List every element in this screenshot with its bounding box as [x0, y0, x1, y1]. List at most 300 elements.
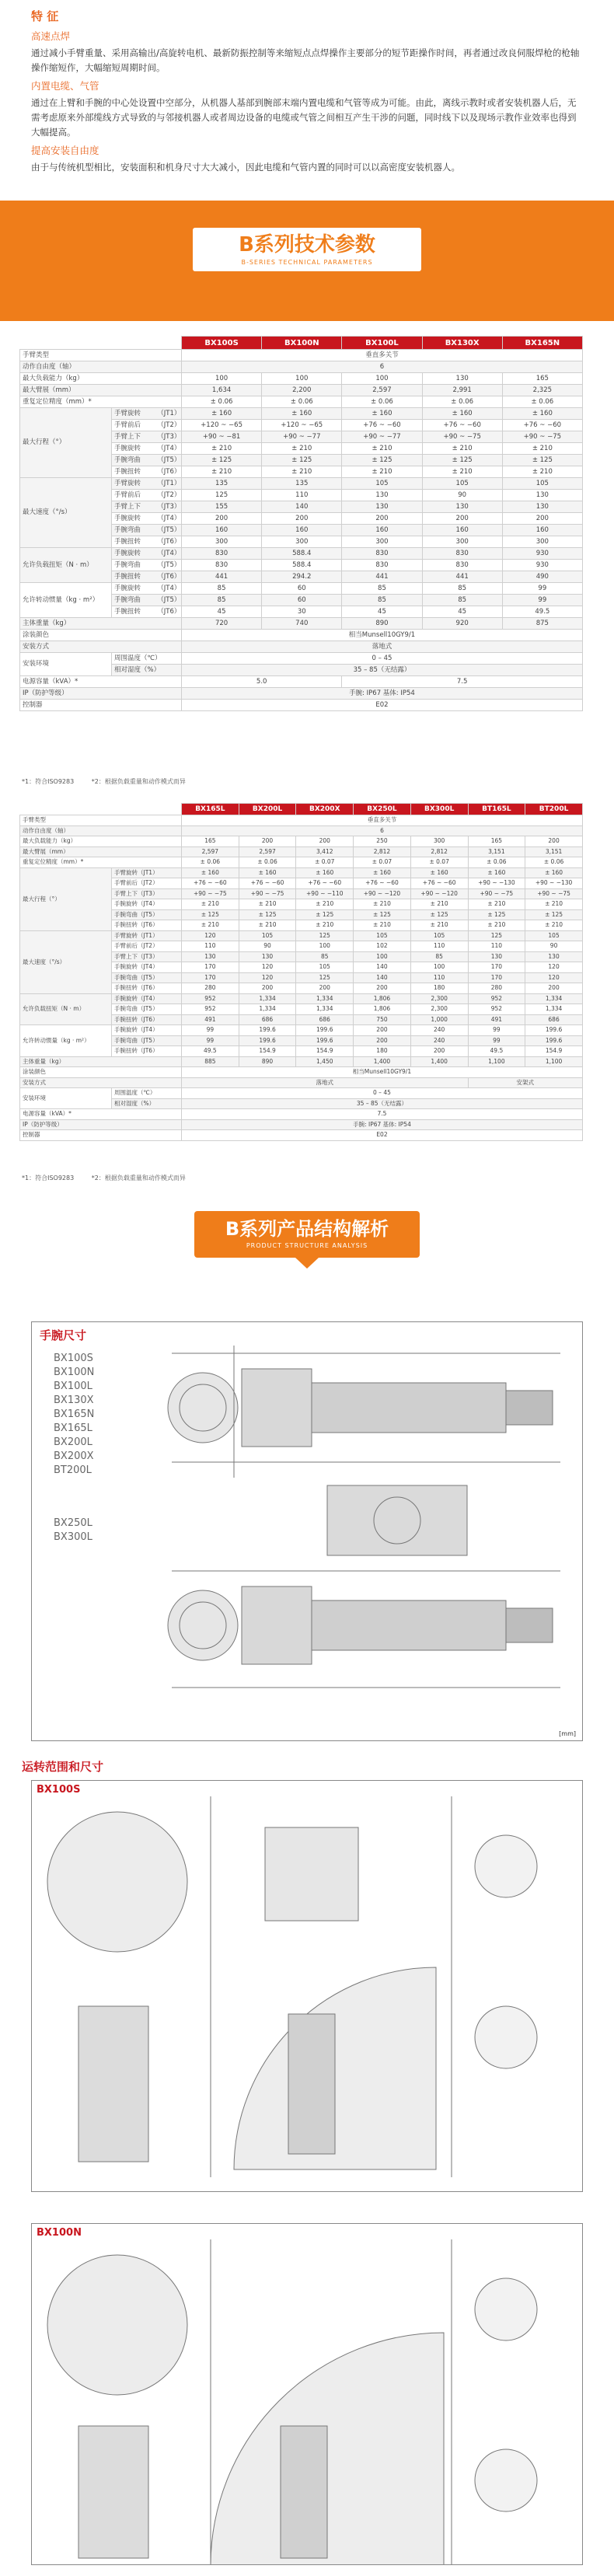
spec-value: 952 [182, 1004, 239, 1015]
row-group-label: 最大臂展（mm） [20, 846, 182, 857]
spec-value: 890 [239, 1056, 296, 1067]
spec-value: 952 [468, 1004, 525, 1015]
spec-value: 105 [342, 478, 422, 490]
spec-value: ± 125 [422, 455, 502, 466]
spec-value: E02 [182, 1130, 583, 1141]
spec-value: 200 [410, 1046, 468, 1057]
spec-value: ± 210 [239, 899, 296, 910]
spec-value: +76 ~ −60 [410, 878, 468, 889]
banner-title-box [193, 228, 421, 271]
row-group-label: 最大臂展（mm） [20, 385, 182, 396]
spec-value: ± 0.07 [410, 857, 468, 868]
spec-value: ± 210 [525, 899, 583, 910]
row-axis-label: 手臂旋转 （JT1） [112, 408, 182, 420]
spec-value: 199.6 [239, 1035, 296, 1046]
spec-value: 441 [342, 571, 422, 583]
row-group-label: 允许负载扭矩（N · m） [20, 548, 112, 583]
row-axis-label: 手腕扭转 （JT6） [112, 466, 182, 478]
spec-value: 154.9 [239, 1046, 296, 1057]
spec-value: 6 [182, 826, 583, 836]
spec-value: 130 [502, 501, 582, 513]
features-title: 特 征 [31, 9, 59, 23]
wrist-models-list-b: BX250L BX300L [54, 1517, 92, 1543]
feature-3-body: 由于与传统机型相比，安装面积和机身尺寸大大减小，因此电缆和气管内置的同时可以以高密度安装机器人。 [31, 162, 460, 173]
row-axis-label: 手腕弯曲 （JT5） [112, 455, 182, 466]
spec-value: 85 [296, 951, 354, 962]
spec-value: +90 ~ −75 [502, 431, 582, 443]
row-axis-label: 手腕旋转 （JT4） [112, 513, 182, 525]
spec-value: 160 [182, 525, 262, 536]
spec-value: 199.6 [525, 1035, 583, 1046]
spec-value: ± 160 [410, 867, 468, 878]
row-group-label: 涂装颜色 [20, 1067, 182, 1078]
spec-value: 170 [182, 972, 239, 983]
row-axis-label: 相对湿度（%） [112, 1098, 182, 1109]
row-axis-label: 手腕扭转（JT6） [112, 983, 182, 994]
spec-value: 120 [239, 962, 296, 973]
spec-value: ± 210 [502, 443, 582, 455]
row-axis-label: 手腕旋转 （JT4） [112, 583, 182, 595]
model-header: BX165N [502, 337, 582, 350]
spec-value: 140 [354, 962, 411, 973]
spec-value: 99 [468, 1035, 525, 1046]
spec-value: 1,000 [410, 1014, 468, 1025]
structure-title: B系列产品结构解析 [225, 1218, 389, 1240]
spec-value: 200 [262, 513, 342, 525]
spec-value: ± 125 [354, 909, 411, 920]
row-axis-label: 手腕扭转 （JT6） [112, 571, 182, 583]
banner-title: B系列技术参数 [239, 233, 375, 257]
model-header: BX100S [182, 337, 262, 350]
row-group-label: 安装环境 [20, 1088, 112, 1109]
row-axis-label: 手臂前后 （JT2） [112, 490, 182, 501]
spec-value: ± 160 [525, 867, 583, 878]
row-axis-label: 手腕旋转（JT4） [112, 1025, 182, 1036]
spec-value: 85 [182, 583, 262, 595]
spec-value: 875 [502, 618, 582, 630]
spec-value: 140 [354, 972, 411, 983]
row-axis-label: 手臂旋转 （JT1） [112, 478, 182, 490]
spec-value: 105 [296, 962, 354, 973]
spec-value: 垂直多关节 [182, 815, 583, 826]
spec-value: 35 – 85（无结露） [182, 665, 583, 676]
spec-value: +76 ~ −60 [354, 878, 411, 889]
spec-value: ± 160 [296, 867, 354, 878]
spec-value: 200 [354, 983, 411, 994]
spec-value: +90 ~ −110 [296, 888, 354, 899]
spec-value: 安架式 [468, 1077, 582, 1088]
spec-value: ± 125 [468, 909, 525, 920]
spec-value: 105 [354, 930, 411, 941]
spec-value: 100 [296, 941, 354, 952]
row-axis-label: 手臂前后（JT2） [112, 878, 182, 889]
row-axis-label: 手臂上下（JT3） [112, 888, 182, 899]
row-axis-label: 手腕弯曲（JT5） [112, 1004, 182, 1015]
row-group-label: 最大负载能力（kg） [20, 373, 182, 385]
spec-value: 1,100 [468, 1056, 525, 1067]
spec-value: 165 [502, 373, 582, 385]
spec-value: 250 [354, 836, 411, 847]
spec-value: 199.6 [239, 1025, 296, 1036]
spec-value: 130 [422, 501, 502, 513]
spec-value: 199.6 [296, 1035, 354, 1046]
spec-value: 588.4 [262, 560, 342, 571]
spec-value: ± 210 [354, 899, 411, 910]
spec-value: 85 [410, 951, 468, 962]
spec-value: 750 [354, 1014, 411, 1025]
spec-value: ± 0.07 [296, 857, 354, 868]
feature-1-heading: 高速点焊 [31, 30, 71, 42]
spec-value: ± 125 [410, 909, 468, 920]
spec-value: ± 210 [410, 920, 468, 931]
spec-value: +76 ~ −60 [182, 878, 239, 889]
spec-value: +76 ~ −60 [239, 878, 296, 889]
spec-value: 49.5 [182, 1046, 239, 1057]
structure-section-header [194, 1211, 420, 1273]
spec-value: 110 [182, 941, 239, 952]
wrist-unit-mark: [mm] [559, 1730, 576, 1737]
spec-value: 165 [468, 836, 525, 847]
spec-value: 300 [502, 536, 582, 548]
spec-value: 99 [502, 583, 582, 595]
row-axis-label: 手臂旋转（JT1） [112, 930, 182, 941]
spec-value: +90 ~ −130 [468, 878, 525, 889]
tech-params-banner [0, 201, 614, 321]
spec-value: ± 160 [468, 867, 525, 878]
spec-value: ± 125 [262, 455, 342, 466]
table1-notes [22, 777, 201, 786]
spec-value: 2,812 [354, 846, 411, 857]
spec-value: 30 [262, 606, 342, 618]
spec-value: ± 210 [502, 466, 582, 478]
spec-value: 740 [262, 618, 342, 630]
spec-value: 930 [502, 548, 582, 560]
spec-value: 200 [354, 1035, 411, 1046]
spec-value: ± 160 [239, 867, 296, 878]
spec-value: ± 210 [410, 899, 468, 910]
spec-value: 45 [342, 606, 422, 618]
spec-value: ± 210 [182, 920, 239, 931]
spec-value: 99 [502, 595, 582, 606]
model-header: BT200L [525, 804, 583, 815]
row-group-label: 手臂类型 [20, 350, 182, 361]
range-model-label-1: BX100S [37, 1784, 81, 1796]
spec-value: 45 [182, 606, 262, 618]
row-group-label: 安装方式 [20, 1077, 182, 1088]
row-axis-label: 手腕扭转 （JT6） [112, 536, 182, 548]
spec-value: 1,634 [182, 385, 262, 396]
spec-value: +90 ~ −75 [182, 888, 239, 899]
spec-value: 890 [342, 618, 422, 630]
spec-value: 180 [410, 983, 468, 994]
spec-value: ± 0.07 [354, 857, 411, 868]
spec-value: 手腕: IP67 基体: IP54 [182, 1119, 583, 1130]
spec-value: 130 [502, 490, 582, 501]
model-header: BX165L [182, 804, 239, 815]
spec-value: 588.4 [262, 548, 342, 560]
row-axis-label: 手腕旋转（JT4） [112, 899, 182, 910]
feature-3-heading: 提高安装自由度 [31, 145, 99, 156]
spec-value: 125 [296, 972, 354, 983]
spec-value: 2,325 [502, 385, 582, 396]
spec-value: 120 [182, 930, 239, 941]
spec-value: 85 [342, 583, 422, 595]
spec-value: 125 [468, 930, 525, 941]
model-header: BT165L [468, 804, 525, 815]
spec-value: ± 210 [239, 920, 296, 931]
row-group-label: 安装方式 [20, 641, 182, 653]
structure-subtitle: PRODUCT STRUCTURE ANALYSIS [246, 1242, 368, 1249]
spec-value: 3,151 [468, 846, 525, 857]
wrist-drawing [32, 1322, 583, 1741]
row-axis-label: 手腕扭转（JT6） [112, 1014, 182, 1025]
spec-value: 441 [182, 571, 262, 583]
row-axis-label: 手腕旋转（JT4） [112, 962, 182, 973]
spec-value: 60 [262, 595, 342, 606]
spec-value: 240 [410, 1035, 468, 1046]
spec-value: ± 160 [182, 867, 239, 878]
spec-value: ± 210 [296, 899, 354, 910]
spec-value: +120 ~ −65 [182, 420, 262, 431]
spec-value: 160 [422, 525, 502, 536]
table2-notes [22, 1174, 201, 1182]
row-group-label: 涂装颜色 [20, 630, 182, 641]
spec-value: +76 ~ −60 [296, 878, 354, 889]
spec-value: 1,806 [354, 993, 411, 1004]
row-axis-label: 手腕旋转 （JT4） [112, 548, 182, 560]
spec-value: 155 [182, 501, 262, 513]
spec-value: 199.6 [296, 1025, 354, 1036]
spec-value: 2,200 [262, 385, 342, 396]
spec-value: 2,597 [239, 846, 296, 857]
spec-value: ± 0.06 [182, 857, 239, 868]
spec-value: 105 [422, 478, 502, 490]
spec-value: ± 125 [296, 909, 354, 920]
spec-value: 110 [262, 490, 342, 501]
spec-value: 130 [342, 501, 422, 513]
spec-value: 99 [182, 1025, 239, 1036]
spec-value: 60 [262, 583, 342, 595]
row-group-label: 动作自由度（轴） [20, 361, 182, 373]
spec-value: 885 [182, 1056, 239, 1067]
spec-value: 90 [239, 941, 296, 952]
spec-value: 952 [182, 993, 239, 1004]
spec-value: 300 [182, 536, 262, 548]
spec-value: 120 [525, 972, 583, 983]
spec-value: +90 ~ −120 [354, 888, 411, 899]
spec-value: 160 [502, 525, 582, 536]
wrist-dimensions-title: 手腕尺寸 [40, 1328, 87, 1342]
spec-value: 720 [182, 618, 262, 630]
model-header: BX200X [296, 804, 354, 815]
row-axis-label: 手臂旋转（JT1） [112, 867, 182, 878]
spec-value: +90 ~ −75 [525, 888, 583, 899]
spec-value: 85 [182, 595, 262, 606]
spec-value: 491 [468, 1014, 525, 1025]
table2-note-1: *1：符合ISO9283 [22, 1175, 75, 1182]
row-group-label: 主体重量（kg） [20, 618, 182, 630]
table1-note-2: *2：根据负载重量和动作模式而异 [91, 778, 186, 785]
spec-value: 830 [422, 560, 502, 571]
row-group-label: 控制器 [20, 1130, 182, 1141]
spec-value: 180 [354, 1046, 411, 1057]
row-group-label: 允许负载扭矩（N · m） [20, 993, 112, 1025]
spec-value: 垂直多关节 [182, 350, 583, 361]
spec-value: 1,400 [354, 1056, 411, 1067]
spec-value: 200 [296, 836, 354, 847]
row-group-label: 主体重量（kg） [20, 1056, 182, 1067]
range-model-label-2: BX100N [37, 2227, 82, 2239]
row-group-label: IP（防护等级） [20, 688, 182, 700]
row-group-label: 手臂类型 [20, 815, 182, 826]
spec-value: 90 [525, 941, 583, 952]
spec-value: 120 [239, 972, 296, 983]
spec-value: ± 0.06 [342, 396, 422, 408]
spec-value: 686 [525, 1014, 583, 1025]
row-group-label: 电源容量（kVA）* [20, 1109, 182, 1120]
spec-value: +90 ~ −77 [342, 431, 422, 443]
feature-2-body: 通过在上臂和手腕的中心处设置中空部分，从机器人基部到腕部末端内置电缆和气管等成为可能。由此，离线示教时或者安装机器人后，无需考虑原来外部缆线方式导致的与邻接机器人或者周边设备的电缆或气管之间相互产生干涉的问题，同时线下以及现场示教作业效率也得到大幅提高。 [31, 97, 577, 138]
spec-value: ± 210 [262, 466, 342, 478]
spec-value: 140 [262, 501, 342, 513]
spec-value: ± 0.06 [525, 857, 583, 868]
spec-value: ± 0.06 [262, 396, 342, 408]
spec-value: 2,300 [410, 1004, 468, 1015]
row-group-label: 安装环境 [20, 653, 112, 676]
spec-value: 99 [182, 1035, 239, 1046]
table1-note-1: *1：符合ISO9283 [22, 778, 75, 785]
table2-note-2: *2：根据负载重量和动作模式而异 [91, 1175, 186, 1182]
spec-value: 1,334 [525, 993, 583, 1004]
spec-value: 830 [182, 560, 262, 571]
range-frame-bx100s [31, 1780, 583, 2192]
spec-value: 200 [525, 983, 583, 994]
spec-value: ± 210 [182, 443, 262, 455]
spec-value: 0 – 45 [182, 653, 583, 665]
spec-value: 125 [296, 930, 354, 941]
spec-value: 130 [525, 951, 583, 962]
spec-value: 85 [422, 595, 502, 606]
row-axis-label: 周围温度（℃） [112, 653, 182, 665]
spec-value: 49.5 [468, 1046, 525, 1057]
feature-1-body: 通过减小手臂重量、采用高输出/高旋转电机、最新防振控制等来缩短点点焊操作主要部分的短节距操作时间，再者通过改良伺服焊枪的枪轴操作缩短作，大幅缩短周期时间。 [31, 47, 580, 73]
row-group-label: 动作自由度（轴） [20, 826, 182, 836]
spec-value: 200 [342, 513, 422, 525]
spec-value: +90 ~ −81 [182, 431, 262, 443]
spec-value: 280 [468, 983, 525, 994]
spec-value: +90 ~ −75 [468, 888, 525, 899]
spec-value: ± 0.06 [239, 857, 296, 868]
spec-value: 102 [354, 941, 411, 952]
spec-value: 110 [410, 972, 468, 983]
spec-value: 2,597 [342, 385, 422, 396]
spec-value: 3,151 [525, 846, 583, 857]
spec-value: ± 160 [354, 867, 411, 878]
spec-value: 170 [468, 962, 525, 973]
spec-value: 7.5 [182, 1109, 583, 1120]
spec-value: 200 [182, 513, 262, 525]
spec-value: 5.0 [182, 676, 342, 688]
row-group-label: 最大行程（°） [20, 867, 112, 930]
spec-value: ± 210 [468, 899, 525, 910]
model-header: BX300L [410, 804, 468, 815]
spec-value: 125 [182, 490, 262, 501]
row-group-label: 允许转动惯量（kg · m²） [20, 583, 112, 618]
spec-value: 240 [410, 1025, 468, 1036]
spec-value: 135 [182, 478, 262, 490]
range-frame-bx100n [31, 2223, 583, 2565]
spec-value: 100 [182, 373, 262, 385]
spec-value: 490 [502, 571, 582, 583]
spec-value: ± 0.06 [182, 396, 262, 408]
structure-title-pill [194, 1211, 420, 1258]
spec-value: 1,450 [296, 1056, 354, 1067]
spec-value: ± 160 [262, 408, 342, 420]
spec-value: 100 [410, 962, 468, 973]
spec-value: ± 0.06 [422, 396, 502, 408]
spec-value: ± 210 [262, 443, 342, 455]
spec-value: 130 [342, 490, 422, 501]
spec-value: ± 210 [342, 466, 422, 478]
row-group-label: 最大速度（°/s） [20, 930, 112, 993]
range-drawing-bx100n [32, 2224, 583, 2565]
row-group-label: IP（防护等级） [20, 1119, 182, 1130]
spec-value: ± 160 [342, 408, 422, 420]
row-axis-label: 手腕旋转 （JT4） [112, 443, 182, 455]
spec-value: 441 [422, 571, 502, 583]
spec-value: 105 [525, 930, 583, 941]
row-axis-label: 手腕旋转（JT4） [112, 993, 182, 1004]
spec-value: 686 [239, 1014, 296, 1025]
row-group-label: 允许转动惯量（kg · m²） [20, 1025, 112, 1057]
spec-value: ± 160 [182, 408, 262, 420]
spec-value: 100 [342, 373, 422, 385]
row-axis-label: 手腕扭转 （JT6） [112, 606, 182, 618]
spec-value: ± 210 [342, 443, 422, 455]
spec-value: ± 210 [525, 920, 583, 931]
spec-value: ± 125 [182, 455, 262, 466]
spec-value: 落地式 [182, 641, 583, 653]
spec-value: ± 160 [502, 408, 582, 420]
spec-value: 35 – 85（无结露） [182, 1098, 583, 1109]
row-group-label: 最大行程（°） [20, 408, 112, 478]
wrist-dimensions-frame [31, 1321, 583, 1741]
spec-value: 110 [410, 941, 468, 952]
row-axis-label: 手腕弯曲 （JT5） [112, 595, 182, 606]
spec-value: 294.2 [262, 571, 342, 583]
row-group-label: 重复定位精度（mm）* [20, 857, 182, 868]
row-axis-label: 手臂前后（JT2） [112, 941, 182, 952]
model-header: BX100N [262, 337, 342, 350]
spec-value: ± 210 [354, 920, 411, 931]
model-header: BX130X [422, 337, 502, 350]
row-group-label: 最大负载能力（kg） [20, 836, 182, 847]
spec-value: E02 [182, 700, 583, 711]
row-axis-label: 手腕扭转（JT6） [112, 920, 182, 931]
spec-value: 49.5 [502, 606, 582, 618]
spec-value: 85 [422, 583, 502, 595]
spec-value: 1,334 [296, 1004, 354, 1015]
wrist-models-list-a: BX100S BX100N BX100L BX130X BX165N BX165L BX200L BX200X BT200L [54, 1353, 95, 1476]
spec-value: 160 [342, 525, 422, 536]
spec-value: 199.6 [525, 1025, 583, 1036]
spec-value: ± 125 [239, 909, 296, 920]
spec-value: 手腕: IP67 基体: IP54 [182, 688, 583, 700]
spec-value: 830 [182, 548, 262, 560]
spec-value: ± 125 [525, 909, 583, 920]
spec-value: +90 ~ −130 [525, 878, 583, 889]
features-section [0, 0, 614, 198]
